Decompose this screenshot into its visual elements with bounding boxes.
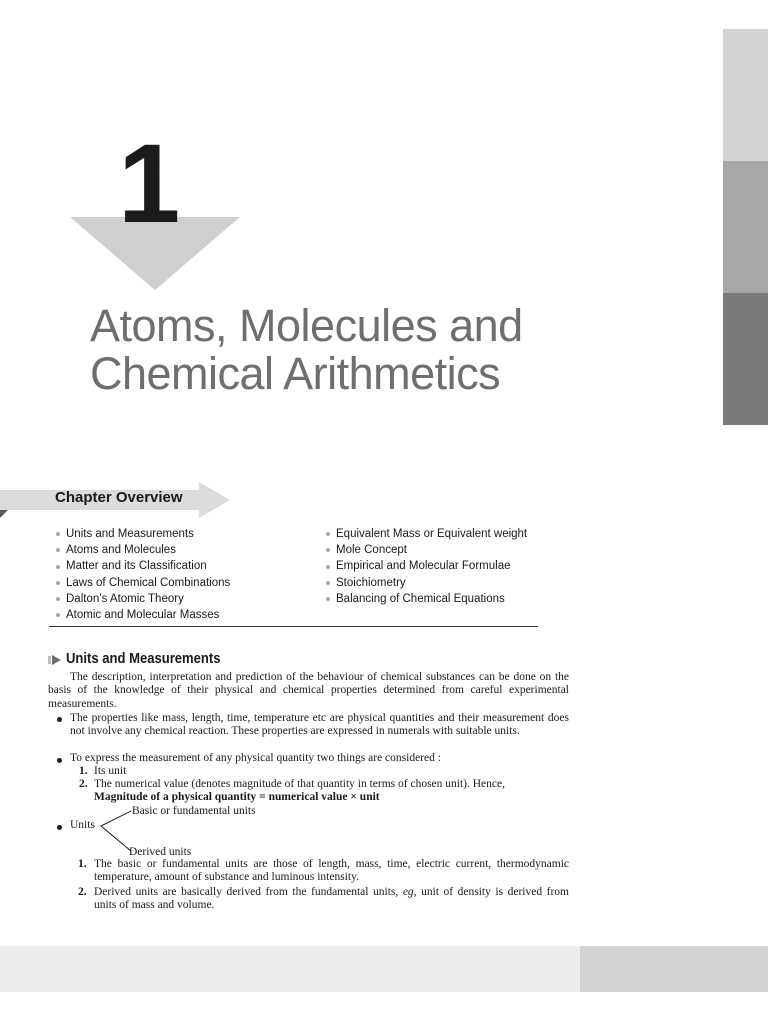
units-branch-basic: Basic or fundamental units <box>132 805 256 817</box>
overview-item[interactable] <box>56 526 230 542</box>
bullet-icon <box>326 532 330 536</box>
bullet-icon <box>56 613 60 617</box>
overview-item[interactable] <box>56 575 230 591</box>
bullet-icon <box>57 758 62 763</box>
overview-item[interactable] <box>56 542 230 558</box>
bullet-icon <box>326 565 330 569</box>
formula: Magnitude of a physical quantity = numerical value × unit <box>94 791 380 803</box>
side-tab-dark <box>723 293 768 425</box>
bullet-icon <box>326 581 330 585</box>
overview-item-label: Atoms and Molecules <box>66 544 176 557</box>
eg-abbrev: eg, <box>402 886 417 898</box>
overview-item[interactable] <box>56 591 230 607</box>
footer-tab <box>580 946 768 992</box>
overview-item[interactable] <box>326 575 527 591</box>
bullet-icon <box>56 581 60 585</box>
overview-heading: Chapter Overview <box>55 489 183 506</box>
sub-item-unit: Its unit <box>94 765 127 777</box>
overview-item-label: Laws of Chemical Combinations <box>66 576 231 589</box>
overview-item-label: Mole Concept <box>336 544 407 557</box>
side-tab-light <box>723 29 768 161</box>
sub-item-numerical: The numerical value (denotes magnitude of that quantity in terms of chosen unit). Hence, <box>94 778 505 790</box>
side-tab-medium <box>723 161 768 293</box>
chapter-title-line2: Chemical Arithmetics <box>90 348 501 399</box>
bullet-icon <box>57 717 62 722</box>
overview-item-label: Stoichiometry <box>336 576 406 589</box>
overview-item[interactable] <box>326 558 527 574</box>
overview-item[interactable] <box>326 591 527 607</box>
units-branch-icon <box>99 808 133 854</box>
overview-item[interactable] <box>56 607 230 623</box>
bullet-icon <box>56 532 60 536</box>
overview-item[interactable] <box>56 558 230 574</box>
list-number: 1. <box>78 858 87 870</box>
list-number: 1. <box>79 765 88 777</box>
bullet-measurement: To express the measurement of any physical quantity two things are considered : <box>70 752 441 764</box>
point-derived-text-a: Derived units are basically derived from the fundamental units, <box>94 886 403 898</box>
overview-item-label: Units and Measurements <box>66 528 194 540</box>
overview-item-label: Atomic and Molecular Masses <box>66 609 220 622</box>
bullet-icon <box>56 548 60 552</box>
bullet-icon <box>56 565 60 569</box>
bullet-icon <box>57 825 62 830</box>
list-number: 2. <box>79 778 88 790</box>
chapter-number: 1 <box>118 121 179 246</box>
bullet-icon <box>326 548 330 552</box>
units-label: Units <box>70 819 95 831</box>
overview-item-label: Matter and its Classification <box>66 560 207 573</box>
overview-item-label: Balancing of Chemical Equations <box>336 592 505 605</box>
section-arrow-icon <box>48 654 62 666</box>
footer-bar <box>0 946 580 992</box>
banner-corner-icon <box>0 510 8 518</box>
overview-item-label: Equivalent Mass or Equivalent weight <box>336 528 528 540</box>
overview-item[interactable] <box>326 542 527 558</box>
overview-item-label: Dalton’s Atomic Theory <box>66 592 184 605</box>
bullet-icon <box>56 597 60 601</box>
banner-arrow-icon <box>199 482 230 518</box>
bullet-properties: The properties like mass, length, time, temperature etc are physical quantities and their measurement does not involve any chemical reaction. These properties are expressed in numerals with suitable units. <box>70 712 569 738</box>
section-heading: Units and Measurements <box>66 651 221 667</box>
overview-list-right <box>326 526 527 607</box>
overview-divider <box>49 626 538 627</box>
overview-item[interactable] <box>326 526 527 542</box>
list-number: 2. <box>78 886 87 898</box>
bullet-icon <box>326 597 330 601</box>
point-fundamental-units: The basic or fundamental units are those of length, mass, time, electric current, thermodynamic temperature, amount of substance and luminous intensity. <box>94 858 569 884</box>
overview-item-label: Empirical and Molecular Formulae <box>336 560 511 573</box>
intro-paragraph: The description, interpretation and prediction of the behaviour of chemical substances can be done on the basis of the knowledge of their physical and chemical properties determined from careful experimental measurements. <box>48 671 569 710</box>
overview-list-left <box>56 526 230 623</box>
chapter-title-line1: Atoms, Molecules and <box>90 300 523 351</box>
units-branch-derived: Derived units <box>129 846 192 858</box>
point-derived-text-b: unit of density is derived from units of mass and volume. <box>94 886 570 912</box>
chapter-title <box>90 302 523 398</box>
point-derived-units <box>94 886 569 913</box>
